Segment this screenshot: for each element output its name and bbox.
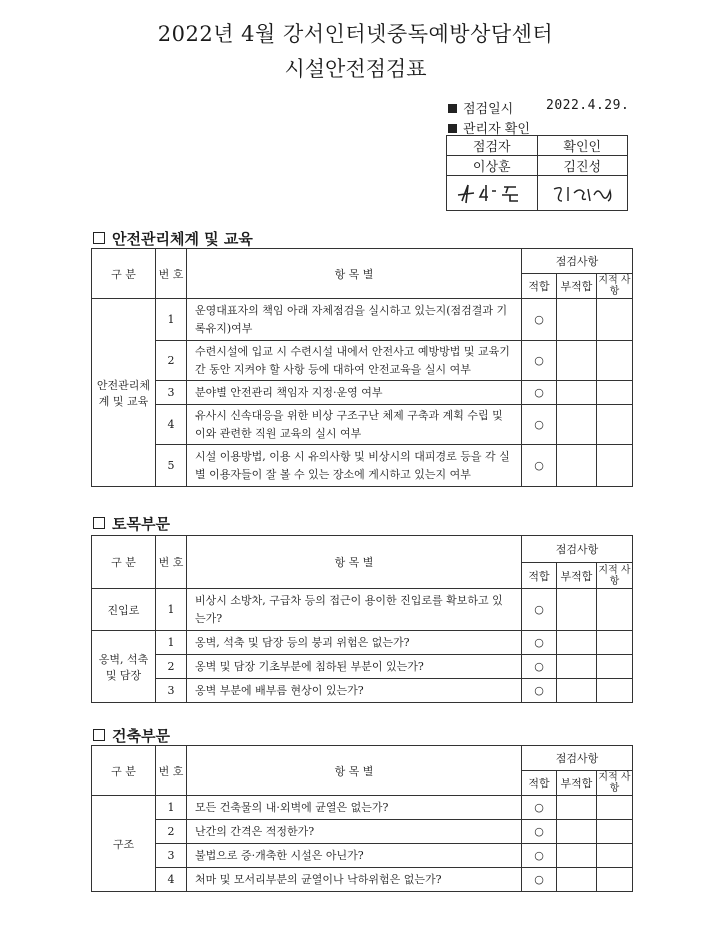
header-category: 구 분 [92,746,156,796]
category-cell: 옹벽, 석축 및 담장 [92,631,156,703]
table-row [92,589,633,631]
row-number: 2 [156,820,187,844]
category-cell: 안전관리체계 및 교육 [92,299,156,487]
square-bullet-icon [448,124,457,133]
inspection-date-value: 2022.4.29. [546,98,630,113]
section-title-text: 토목부문 [112,515,170,533]
table-row [92,820,633,844]
header-item: 항 목 별 [187,746,522,796]
inspector-signature [447,176,538,211]
nonconform-cell [557,844,597,868]
table-row [92,445,633,487]
remark-cell [597,445,633,487]
remark-cell [597,299,633,341]
conform-mark: ○ [522,445,557,487]
row-item-text: 분야별 안전관리 책임자 지정·운영 여부 [187,381,522,405]
header-item: 항 목 별 [187,249,522,299]
header-check-group: 점검사항 [522,536,633,563]
nonconform-cell [557,679,597,703]
conform-mark: ○ [522,796,557,820]
header-remark: 지적 사항 [598,772,631,794]
header-category: 구 분 [92,536,156,589]
remark-cell [597,381,633,405]
confirmer-label: 확인인 [537,136,628,156]
confirmer-name: 김진성 [537,156,628,176]
section-title-civil [93,513,170,534]
section-title-text: 안전관리체계 및 교육 [112,230,253,248]
table-row [92,405,633,445]
nonconform-cell [557,405,597,445]
page-title-line1: 2022년 4월 강서인터넷중독예방상담센터 [157,22,554,46]
checkbox-square-icon [93,517,105,529]
confirmer-signature [537,176,628,211]
table-row [92,631,633,655]
row-item-text: 시설 이용방법, 이용 시 유의사항 및 비상시의 대피경로 등을 각 실별 이용자들이 잘 볼 수 있는 장소에 게시하고 있는지 여부 [187,445,522,487]
conform-mark: ○ [522,631,557,655]
checkbox-square-icon [93,729,105,741]
remark-cell [597,820,633,844]
category-cell: 구조 [92,796,156,892]
nonconform-cell [557,796,597,820]
nonconform-cell [557,381,597,405]
row-item-text: 불법으로 증·개축한 시설은 아닌가? [187,844,522,868]
remark-cell [597,679,633,703]
inspector-name: 이상훈 [447,156,538,176]
section-title-safety [93,228,253,249]
header-remark: 지적 사항 [598,564,631,587]
row-number: 4 [156,868,187,892]
table-row [92,796,633,820]
table-row [92,844,633,868]
section-title-text: 건축부문 [112,727,170,745]
civil-table [91,535,633,703]
table-row [92,381,633,405]
header-check-group: 점검사항 [522,249,633,274]
remark-cell [597,341,633,381]
header-number: 번 호 [156,746,187,796]
nonconform-cell [557,655,597,679]
row-number: 1 [156,631,187,655]
table-row [92,868,633,892]
table-row [92,679,633,703]
signature-table [446,135,628,211]
header-conform: 적합 [522,274,557,299]
row-number: 4 [156,405,187,445]
row-item-text: 모든 건축물의 내·외벽에 균열은 없는가? [187,796,522,820]
conform-mark: ○ [522,655,557,679]
header-remark: 지적 사항 [598,275,631,297]
remark-cell [597,655,633,679]
header-conform: 적합 [522,563,557,589]
checkbox-square-icon [93,232,105,244]
building-table [91,745,633,892]
header-number: 번 호 [156,536,187,589]
inspection-date-label: 점검일시 [463,102,514,117]
remark-cell [597,631,633,655]
row-item-text: 운영대표자의 책임 아래 자체점검을 실시하고 있는지(점검결과 기록유지)여부 [187,299,522,341]
row-item-text: 난간의 간격은 적정한가? [187,820,522,844]
header-category: 구 분 [92,249,156,299]
row-number: 3 [156,844,187,868]
nonconform-cell [557,445,597,487]
row-number: 1 [156,299,187,341]
header-item: 항 목 별 [187,536,522,589]
inspection-date-row [448,98,513,117]
header-number: 번 호 [156,249,187,299]
inspector-label: 점검자 [447,136,538,156]
row-item-text: 옹벽 및 담장 기초부분에 침하된 부분이 있는가? [187,655,522,679]
conform-mark: ○ [522,341,557,381]
row-item-text: 처마 및 모서리부분의 균열이나 낙하위험은 없는가? [187,868,522,892]
conform-mark: ○ [522,589,557,631]
header-nonconform: 부적합 [557,274,597,299]
row-item-text: 유사시 신속대응을 위한 비상 구조구난 체제 구축과 계획 수립 및 이와 관련한 직원 교육의 실시 여부 [187,405,522,445]
nonconform-cell [557,868,597,892]
row-number: 3 [156,679,187,703]
row-item-text: 비상시 소방차, 구급차 등의 접근이 용이한 진입로를 확보하고 있는가? [187,589,522,631]
remark-cell [597,844,633,868]
category-cell: 진입로 [92,589,156,631]
conform-mark: ○ [522,381,557,405]
nonconform-cell [557,341,597,381]
row-item-text: 옹벽, 석축 및 담장 등의 붕괴 위험은 없는가? [187,631,522,655]
row-number: 1 [156,589,187,631]
remark-cell [597,796,633,820]
table-row [92,655,633,679]
nonconform-cell [557,820,597,844]
row-number: 2 [156,341,187,381]
page-title-line2: 시설안전점검표 [284,57,427,81]
remark-cell [597,405,633,445]
table-row [92,299,633,341]
row-item-text: 수련시설에 입교 시 수련시설 내에서 안전사고 예방방법 및 교육기간 동안 지켜야 할 사항 등에 대하여 안전교육을 실시 여부 [187,341,522,381]
nonconform-cell [557,631,597,655]
nonconform-cell [557,299,597,341]
table-row [92,341,633,381]
header-check-group: 점검사항 [522,746,633,771]
header-nonconform: 부적합 [557,563,597,589]
header-conform: 적합 [522,771,557,796]
row-number: 5 [156,445,187,487]
row-number: 1 [156,796,187,820]
section-title-building [93,725,170,746]
conform-mark: ○ [522,868,557,892]
safety-table [91,248,633,487]
header-nonconform: 부적합 [557,771,597,796]
conform-mark: ○ [522,820,557,844]
remark-cell [597,589,633,631]
conform-mark: ○ [522,679,557,703]
conform-mark: ○ [522,405,557,445]
remark-cell [597,868,633,892]
row-number: 3 [156,381,187,405]
square-bullet-icon [448,104,457,113]
conform-mark: ○ [522,844,557,868]
conform-mark: ○ [522,299,557,341]
row-number: 2 [156,655,187,679]
row-item-text: 옹벽 부분에 배부름 현상이 있는가? [187,679,522,703]
manager-confirm-label: 관리자 확인 [463,122,530,137]
nonconform-cell [557,589,597,631]
